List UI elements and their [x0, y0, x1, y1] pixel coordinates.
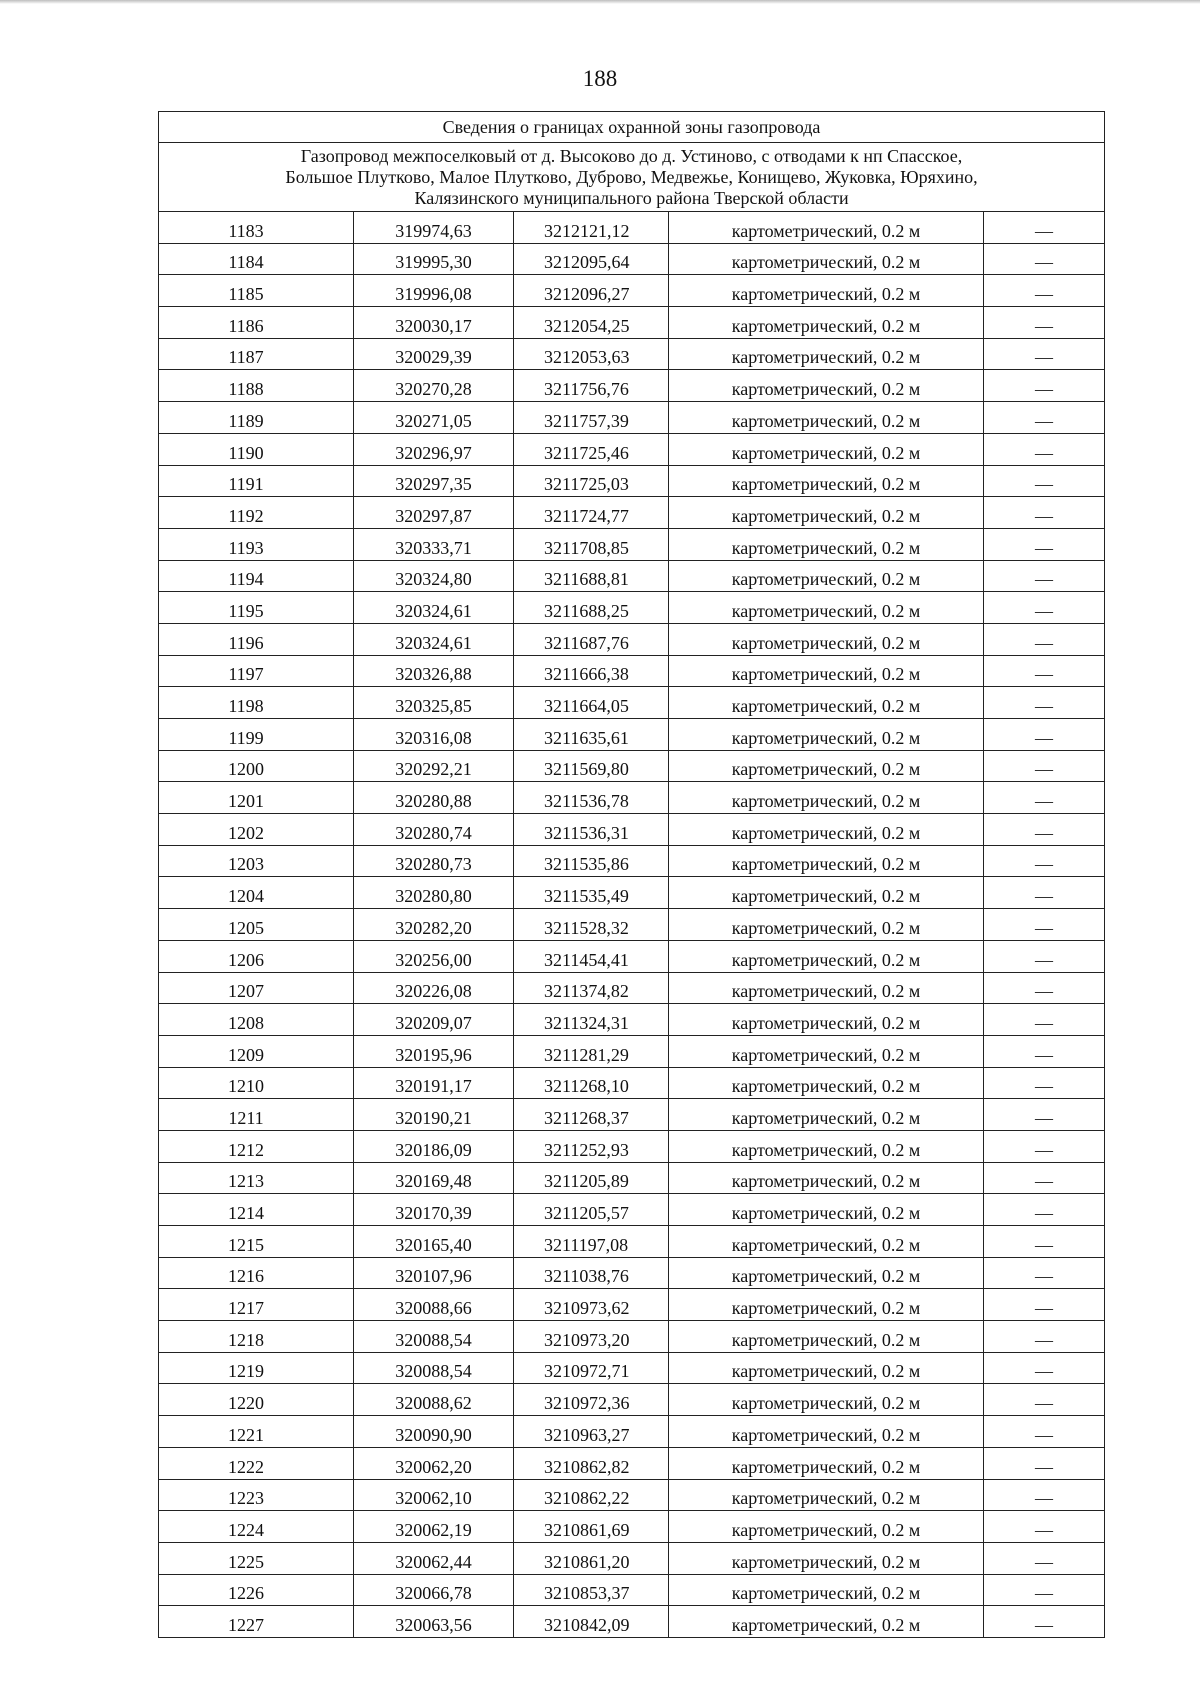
note-cell: —: [984, 1194, 1105, 1226]
y-coordinate-cell: 3211757,39: [514, 402, 669, 434]
y-coordinate-cell: 3211205,89: [514, 1162, 669, 1194]
note-cell: —: [984, 1384, 1105, 1416]
table-subtitle: [159, 143, 1105, 212]
x-coordinate-cell: 320165,40: [354, 1226, 514, 1258]
point-number-cell: 1221: [159, 1416, 354, 1448]
y-coordinate-cell: 3211664,05: [514, 687, 669, 719]
point-number-cell: 1186: [159, 307, 354, 339]
table-row: [159, 1352, 1105, 1384]
point-number-cell: 1220: [159, 1384, 354, 1416]
subtitle-line: Калязинского муниципального района Тверской области: [414, 187, 849, 208]
point-number-cell: 1209: [159, 1035, 354, 1067]
method-cell: картометрический, 0.2 м: [669, 972, 984, 1004]
table-row: [159, 782, 1105, 814]
y-coordinate-cell: 3210861,69: [514, 1511, 669, 1543]
table-row: [159, 940, 1105, 972]
table-row: [159, 909, 1105, 941]
y-coordinate-cell: 3211688,25: [514, 592, 669, 624]
table-row: [159, 623, 1105, 655]
point-number-cell: 1203: [159, 845, 354, 877]
y-coordinate-cell: 3211268,37: [514, 1099, 669, 1131]
method-cell: картометрический, 0.2 м: [669, 307, 984, 339]
point-number-cell: 1199: [159, 719, 354, 751]
note-cell: —: [984, 1447, 1105, 1479]
note-cell: —: [984, 750, 1105, 782]
note-cell: —: [984, 1416, 1105, 1448]
table-row: [159, 1194, 1105, 1226]
table-row: [159, 1226, 1105, 1258]
point-number-cell: 1214: [159, 1194, 354, 1226]
point-number-cell: 1202: [159, 814, 354, 846]
method-cell: картометрический, 0.2 м: [669, 1321, 984, 1353]
x-coordinate-cell: 320191,17: [354, 1067, 514, 1099]
table-row: [159, 687, 1105, 719]
method-cell: картометрический, 0.2 м: [669, 465, 984, 497]
table-row: [159, 1511, 1105, 1543]
method-cell: картометрический, 0.2 м: [669, 370, 984, 402]
y-coordinate-cell: 3210973,20: [514, 1321, 669, 1353]
point-number-cell: 1208: [159, 1004, 354, 1036]
method-cell: картометрический, 0.2 м: [669, 1162, 984, 1194]
method-cell: картометрический, 0.2 м: [669, 1289, 984, 1321]
method-cell: картометрический, 0.2 м: [669, 1479, 984, 1511]
note-cell: —: [984, 972, 1105, 1004]
x-coordinate-cell: 320316,08: [354, 719, 514, 751]
method-cell: картометрический, 0.2 м: [669, 212, 984, 244]
note-cell: —: [984, 1574, 1105, 1606]
point-number-cell: 1192: [159, 497, 354, 529]
x-coordinate-cell: 320029,39: [354, 338, 514, 370]
y-coordinate-cell: 3210862,82: [514, 1447, 669, 1479]
x-coordinate-cell: 320324,61: [354, 623, 514, 655]
method-cell: картометрический, 0.2 м: [669, 1511, 984, 1543]
x-coordinate-cell: 320280,74: [354, 814, 514, 846]
note-cell: —: [984, 528, 1105, 560]
method-cell: картометрический, 0.2 м: [669, 243, 984, 275]
method-cell: картометрический, 0.2 м: [669, 655, 984, 687]
y-coordinate-cell: 3211756,76: [514, 370, 669, 402]
method-cell: картометрический, 0.2 м: [669, 940, 984, 972]
note-cell: —: [984, 1321, 1105, 1353]
method-cell: картометрический, 0.2 м: [669, 1447, 984, 1479]
point-number-cell: 1187: [159, 338, 354, 370]
x-coordinate-cell: 320271,05: [354, 402, 514, 434]
point-number-cell: 1196: [159, 623, 354, 655]
y-coordinate-cell: 3210853,37: [514, 1574, 669, 1606]
point-number-cell: 1197: [159, 655, 354, 687]
x-coordinate-cell: 320297,35: [354, 465, 514, 497]
table-row: [159, 1257, 1105, 1289]
method-cell: картометрический, 0.2 м: [669, 275, 984, 307]
table-row: [159, 750, 1105, 782]
point-number-cell: 1190: [159, 433, 354, 465]
method-cell: картометрический, 0.2 м: [669, 497, 984, 529]
method-cell: картометрический, 0.2 м: [669, 909, 984, 941]
y-coordinate-cell: 3210972,71: [514, 1352, 669, 1384]
note-cell: —: [984, 592, 1105, 624]
point-number-cell: 1185: [159, 275, 354, 307]
note-cell: —: [984, 338, 1105, 370]
point-number-cell: 1191: [159, 465, 354, 497]
x-coordinate-cell: 320324,80: [354, 560, 514, 592]
x-coordinate-cell: 320107,96: [354, 1257, 514, 1289]
y-coordinate-cell: 3211725,46: [514, 433, 669, 465]
note-cell: —: [984, 655, 1105, 687]
point-number-cell: 1204: [159, 877, 354, 909]
point-number-cell: 1217: [159, 1289, 354, 1321]
y-coordinate-cell: 3211268,10: [514, 1067, 669, 1099]
point-number-cell: 1212: [159, 1130, 354, 1162]
note-cell: —: [984, 307, 1105, 339]
point-number-cell: 1205: [159, 909, 354, 941]
method-cell: картометрический, 0.2 м: [669, 877, 984, 909]
table-title-row: [159, 112, 1105, 143]
table-row: [159, 1130, 1105, 1162]
table-row: [159, 275, 1105, 307]
x-coordinate-cell: 320062,19: [354, 1511, 514, 1543]
y-coordinate-cell: 3211536,78: [514, 782, 669, 814]
table-body: [159, 112, 1105, 1638]
note-cell: —: [984, 275, 1105, 307]
x-coordinate-cell: 319974,63: [354, 212, 514, 244]
note-cell: —: [984, 623, 1105, 655]
y-coordinate-cell: 3211535,49: [514, 877, 669, 909]
subtitle-line: Большое Плутково, Малое Плутково, Дуброво, Медвежье, Конищево, Жуковка, Юряхино,: [285, 166, 978, 187]
note-cell: —: [984, 402, 1105, 434]
table-row: [159, 1416, 1105, 1448]
method-cell: картометрический, 0.2 м: [669, 1130, 984, 1162]
point-number-cell: 1195: [159, 592, 354, 624]
point-number-cell: 1201: [159, 782, 354, 814]
x-coordinate-cell: 320169,48: [354, 1162, 514, 1194]
table-row: [159, 307, 1105, 339]
note-cell: —: [984, 845, 1105, 877]
x-coordinate-cell: 320292,21: [354, 750, 514, 782]
method-cell: картометрический, 0.2 м: [669, 1606, 984, 1638]
table-row: [159, 370, 1105, 402]
y-coordinate-cell: 3211687,76: [514, 623, 669, 655]
y-coordinate-cell: 3211197,08: [514, 1226, 669, 1258]
point-number-cell: 1218: [159, 1321, 354, 1353]
x-coordinate-cell: 320226,08: [354, 972, 514, 1004]
x-coordinate-cell: 319995,30: [354, 243, 514, 275]
note-cell: —: [984, 1511, 1105, 1543]
point-number-cell: 1219: [159, 1352, 354, 1384]
note-cell: —: [984, 370, 1105, 402]
y-coordinate-cell: 3210861,20: [514, 1542, 669, 1574]
x-coordinate-cell: 320088,62: [354, 1384, 514, 1416]
method-cell: картометрический, 0.2 м: [669, 1352, 984, 1384]
y-coordinate-cell: 3211528,32: [514, 909, 669, 941]
point-number-cell: 1224: [159, 1511, 354, 1543]
x-coordinate-cell: 320326,88: [354, 655, 514, 687]
table-row: [159, 528, 1105, 560]
table-row: [159, 402, 1105, 434]
note-cell: —: [984, 433, 1105, 465]
note-cell: —: [984, 1226, 1105, 1258]
method-cell: картометрический, 0.2 м: [669, 814, 984, 846]
table-title: Сведения о границах охранной зоны газопровода: [159, 112, 1105, 143]
table-row: [159, 212, 1105, 244]
y-coordinate-cell: 3211535,86: [514, 845, 669, 877]
note-cell: —: [984, 1067, 1105, 1099]
x-coordinate-cell: 320296,97: [354, 433, 514, 465]
method-cell: картометрический, 0.2 м: [669, 528, 984, 560]
method-cell: картометрический, 0.2 м: [669, 1004, 984, 1036]
y-coordinate-cell: 3212121,12: [514, 212, 669, 244]
note-cell: —: [984, 782, 1105, 814]
y-coordinate-cell: 3210972,36: [514, 1384, 669, 1416]
table-row: [159, 845, 1105, 877]
x-coordinate-cell: 320209,07: [354, 1004, 514, 1036]
table-row: [159, 655, 1105, 687]
y-coordinate-cell: 3211038,76: [514, 1257, 669, 1289]
table-row: [159, 877, 1105, 909]
x-coordinate-cell: 320088,66: [354, 1289, 514, 1321]
table-row: [159, 1067, 1105, 1099]
y-coordinate-cell: 3211688,81: [514, 560, 669, 592]
scan-edge: [0, 0, 1200, 4]
x-coordinate-cell: 320333,71: [354, 528, 514, 560]
method-cell: картометрический, 0.2 м: [669, 750, 984, 782]
x-coordinate-cell: 319996,08: [354, 275, 514, 307]
x-coordinate-cell: 320282,20: [354, 909, 514, 941]
table-row: [159, 1289, 1105, 1321]
x-coordinate-cell: 320062,10: [354, 1479, 514, 1511]
point-number-cell: 1200: [159, 750, 354, 782]
x-coordinate-cell: 320186,09: [354, 1130, 514, 1162]
table-row: [159, 433, 1105, 465]
note-cell: —: [984, 497, 1105, 529]
y-coordinate-cell: 3210963,27: [514, 1416, 669, 1448]
point-number-cell: 1226: [159, 1574, 354, 1606]
x-coordinate-cell: 320324,61: [354, 592, 514, 624]
note-cell: —: [984, 1004, 1105, 1036]
note-cell: —: [984, 1542, 1105, 1574]
note-cell: —: [984, 1162, 1105, 1194]
note-cell: —: [984, 212, 1105, 244]
y-coordinate-cell: 3211666,38: [514, 655, 669, 687]
point-number-cell: 1184: [159, 243, 354, 275]
method-cell: картометрический, 0.2 м: [669, 623, 984, 655]
point-number-cell: 1206: [159, 940, 354, 972]
point-number-cell: 1216: [159, 1257, 354, 1289]
table-row: [159, 592, 1105, 624]
note-cell: —: [984, 1352, 1105, 1384]
note-cell: —: [984, 940, 1105, 972]
y-coordinate-cell: 3211252,93: [514, 1130, 669, 1162]
x-coordinate-cell: 320063,56: [354, 1606, 514, 1638]
method-cell: картометрический, 0.2 м: [669, 782, 984, 814]
point-number-cell: 1213: [159, 1162, 354, 1194]
note-cell: —: [984, 1479, 1105, 1511]
note-cell: —: [984, 1289, 1105, 1321]
y-coordinate-cell: 3211454,41: [514, 940, 669, 972]
point-number-cell: 1210: [159, 1067, 354, 1099]
x-coordinate-cell: 320062,20: [354, 1447, 514, 1479]
y-coordinate-cell: 3211536,31: [514, 814, 669, 846]
note-cell: —: [984, 687, 1105, 719]
table-row: [159, 1004, 1105, 1036]
method-cell: картометрический, 0.2 м: [669, 338, 984, 370]
table-row: [159, 814, 1105, 846]
method-cell: картометрический, 0.2 м: [669, 1542, 984, 1574]
y-coordinate-cell: 3211281,29: [514, 1035, 669, 1067]
method-cell: картометрический, 0.2 м: [669, 1574, 984, 1606]
table-row: [159, 1574, 1105, 1606]
point-number-cell: 1215: [159, 1226, 354, 1258]
table-row: [159, 1035, 1105, 1067]
y-coordinate-cell: 3212053,63: [514, 338, 669, 370]
note-cell: —: [984, 560, 1105, 592]
method-cell: картометрический, 0.2 м: [669, 402, 984, 434]
table-row: [159, 1099, 1105, 1131]
note-cell: —: [984, 1130, 1105, 1162]
x-coordinate-cell: 320190,21: [354, 1099, 514, 1131]
x-coordinate-cell: 320195,96: [354, 1035, 514, 1067]
point-number-cell: 1189: [159, 402, 354, 434]
table-row: [159, 1606, 1105, 1638]
y-coordinate-cell: 3212095,64: [514, 243, 669, 275]
x-coordinate-cell: 320280,73: [354, 845, 514, 877]
x-coordinate-cell: 320256,00: [354, 940, 514, 972]
method-cell: картометрический, 0.2 м: [669, 1226, 984, 1258]
y-coordinate-cell: 3210842,09: [514, 1606, 669, 1638]
point-number-cell: 1188: [159, 370, 354, 402]
y-coordinate-cell: 3211635,61: [514, 719, 669, 751]
method-cell: картометрический, 0.2 м: [669, 1035, 984, 1067]
table-row: [159, 1321, 1105, 1353]
note-cell: —: [984, 1035, 1105, 1067]
table-subtitle-row: [159, 143, 1105, 212]
y-coordinate-cell: 3211374,82: [514, 972, 669, 1004]
method-cell: картометрический, 0.2 м: [669, 560, 984, 592]
y-coordinate-cell: 3211324,31: [514, 1004, 669, 1036]
point-number-cell: 1183: [159, 212, 354, 244]
point-number-cell: 1222: [159, 1447, 354, 1479]
y-coordinate-cell: 3211205,57: [514, 1194, 669, 1226]
method-cell: картометрический, 0.2 м: [669, 1257, 984, 1289]
method-cell: картометрический, 0.2 м: [669, 1384, 984, 1416]
y-coordinate-cell: 3211725,03: [514, 465, 669, 497]
y-coordinate-cell: 3211708,85: [514, 528, 669, 560]
note-cell: —: [984, 1099, 1105, 1131]
point-number-cell: 1207: [159, 972, 354, 1004]
table-row: [159, 338, 1105, 370]
point-number-cell: 1193: [159, 528, 354, 560]
method-cell: картометрический, 0.2 м: [669, 1099, 984, 1131]
x-coordinate-cell: 320170,39: [354, 1194, 514, 1226]
note-cell: —: [984, 719, 1105, 751]
note-cell: —: [984, 243, 1105, 275]
x-coordinate-cell: 320088,54: [354, 1352, 514, 1384]
x-coordinate-cell: 320066,78: [354, 1574, 514, 1606]
method-cell: картометрический, 0.2 м: [669, 592, 984, 624]
y-coordinate-cell: 3212096,27: [514, 275, 669, 307]
table-row: [159, 719, 1105, 751]
point-number-cell: 1211: [159, 1099, 354, 1131]
x-coordinate-cell: 320030,17: [354, 307, 514, 339]
point-number-cell: 1225: [159, 1542, 354, 1574]
note-cell: —: [984, 814, 1105, 846]
y-coordinate-cell: 3210973,62: [514, 1289, 669, 1321]
note-cell: —: [984, 1257, 1105, 1289]
x-coordinate-cell: 320088,54: [354, 1321, 514, 1353]
method-cell: картометрический, 0.2 м: [669, 719, 984, 751]
y-coordinate-cell: 3211569,80: [514, 750, 669, 782]
x-coordinate-cell: 320270,28: [354, 370, 514, 402]
table-row: [159, 560, 1105, 592]
method-cell: картометрический, 0.2 м: [669, 845, 984, 877]
x-coordinate-cell: 320090,90: [354, 1416, 514, 1448]
point-number-cell: 1194: [159, 560, 354, 592]
method-cell: картометрический, 0.2 м: [669, 687, 984, 719]
note-cell: —: [984, 909, 1105, 941]
x-coordinate-cell: 320062,44: [354, 1542, 514, 1574]
x-coordinate-cell: 320297,87: [354, 497, 514, 529]
method-cell: картометрический, 0.2 м: [669, 1194, 984, 1226]
table-row: [159, 243, 1105, 275]
table-row: [159, 972, 1105, 1004]
point-number-cell: 1198: [159, 687, 354, 719]
point-number-cell: 1227: [159, 1606, 354, 1638]
table-row: [159, 1384, 1105, 1416]
x-coordinate-cell: 320325,85: [354, 687, 514, 719]
method-cell: картометрический, 0.2 м: [669, 1416, 984, 1448]
y-coordinate-cell: 3210862,22: [514, 1479, 669, 1511]
x-coordinate-cell: 320280,80: [354, 877, 514, 909]
point-number-cell: 1223: [159, 1479, 354, 1511]
table-row: [159, 1447, 1105, 1479]
y-coordinate-cell: 3211724,77: [514, 497, 669, 529]
subtitle-line: Газопровод межпоселковый от д. Высоково до д. Устиново, с отводами к нп Спасское,: [300, 145, 963, 166]
protection-zone-table: [158, 111, 1105, 1638]
table-row: [159, 1479, 1105, 1511]
note-cell: —: [984, 877, 1105, 909]
table-row: [159, 465, 1105, 497]
x-coordinate-cell: 320280,88: [354, 782, 514, 814]
table-row: [159, 497, 1105, 529]
method-cell: картометрический, 0.2 м: [669, 1067, 984, 1099]
y-coordinate-cell: 3212054,25: [514, 307, 669, 339]
method-cell: картометрический, 0.2 м: [669, 433, 984, 465]
note-cell: —: [984, 465, 1105, 497]
table-row: [159, 1542, 1105, 1574]
table-row: [159, 1162, 1105, 1194]
page-number: 188: [582, 66, 618, 91]
note-cell: —: [984, 1606, 1105, 1638]
